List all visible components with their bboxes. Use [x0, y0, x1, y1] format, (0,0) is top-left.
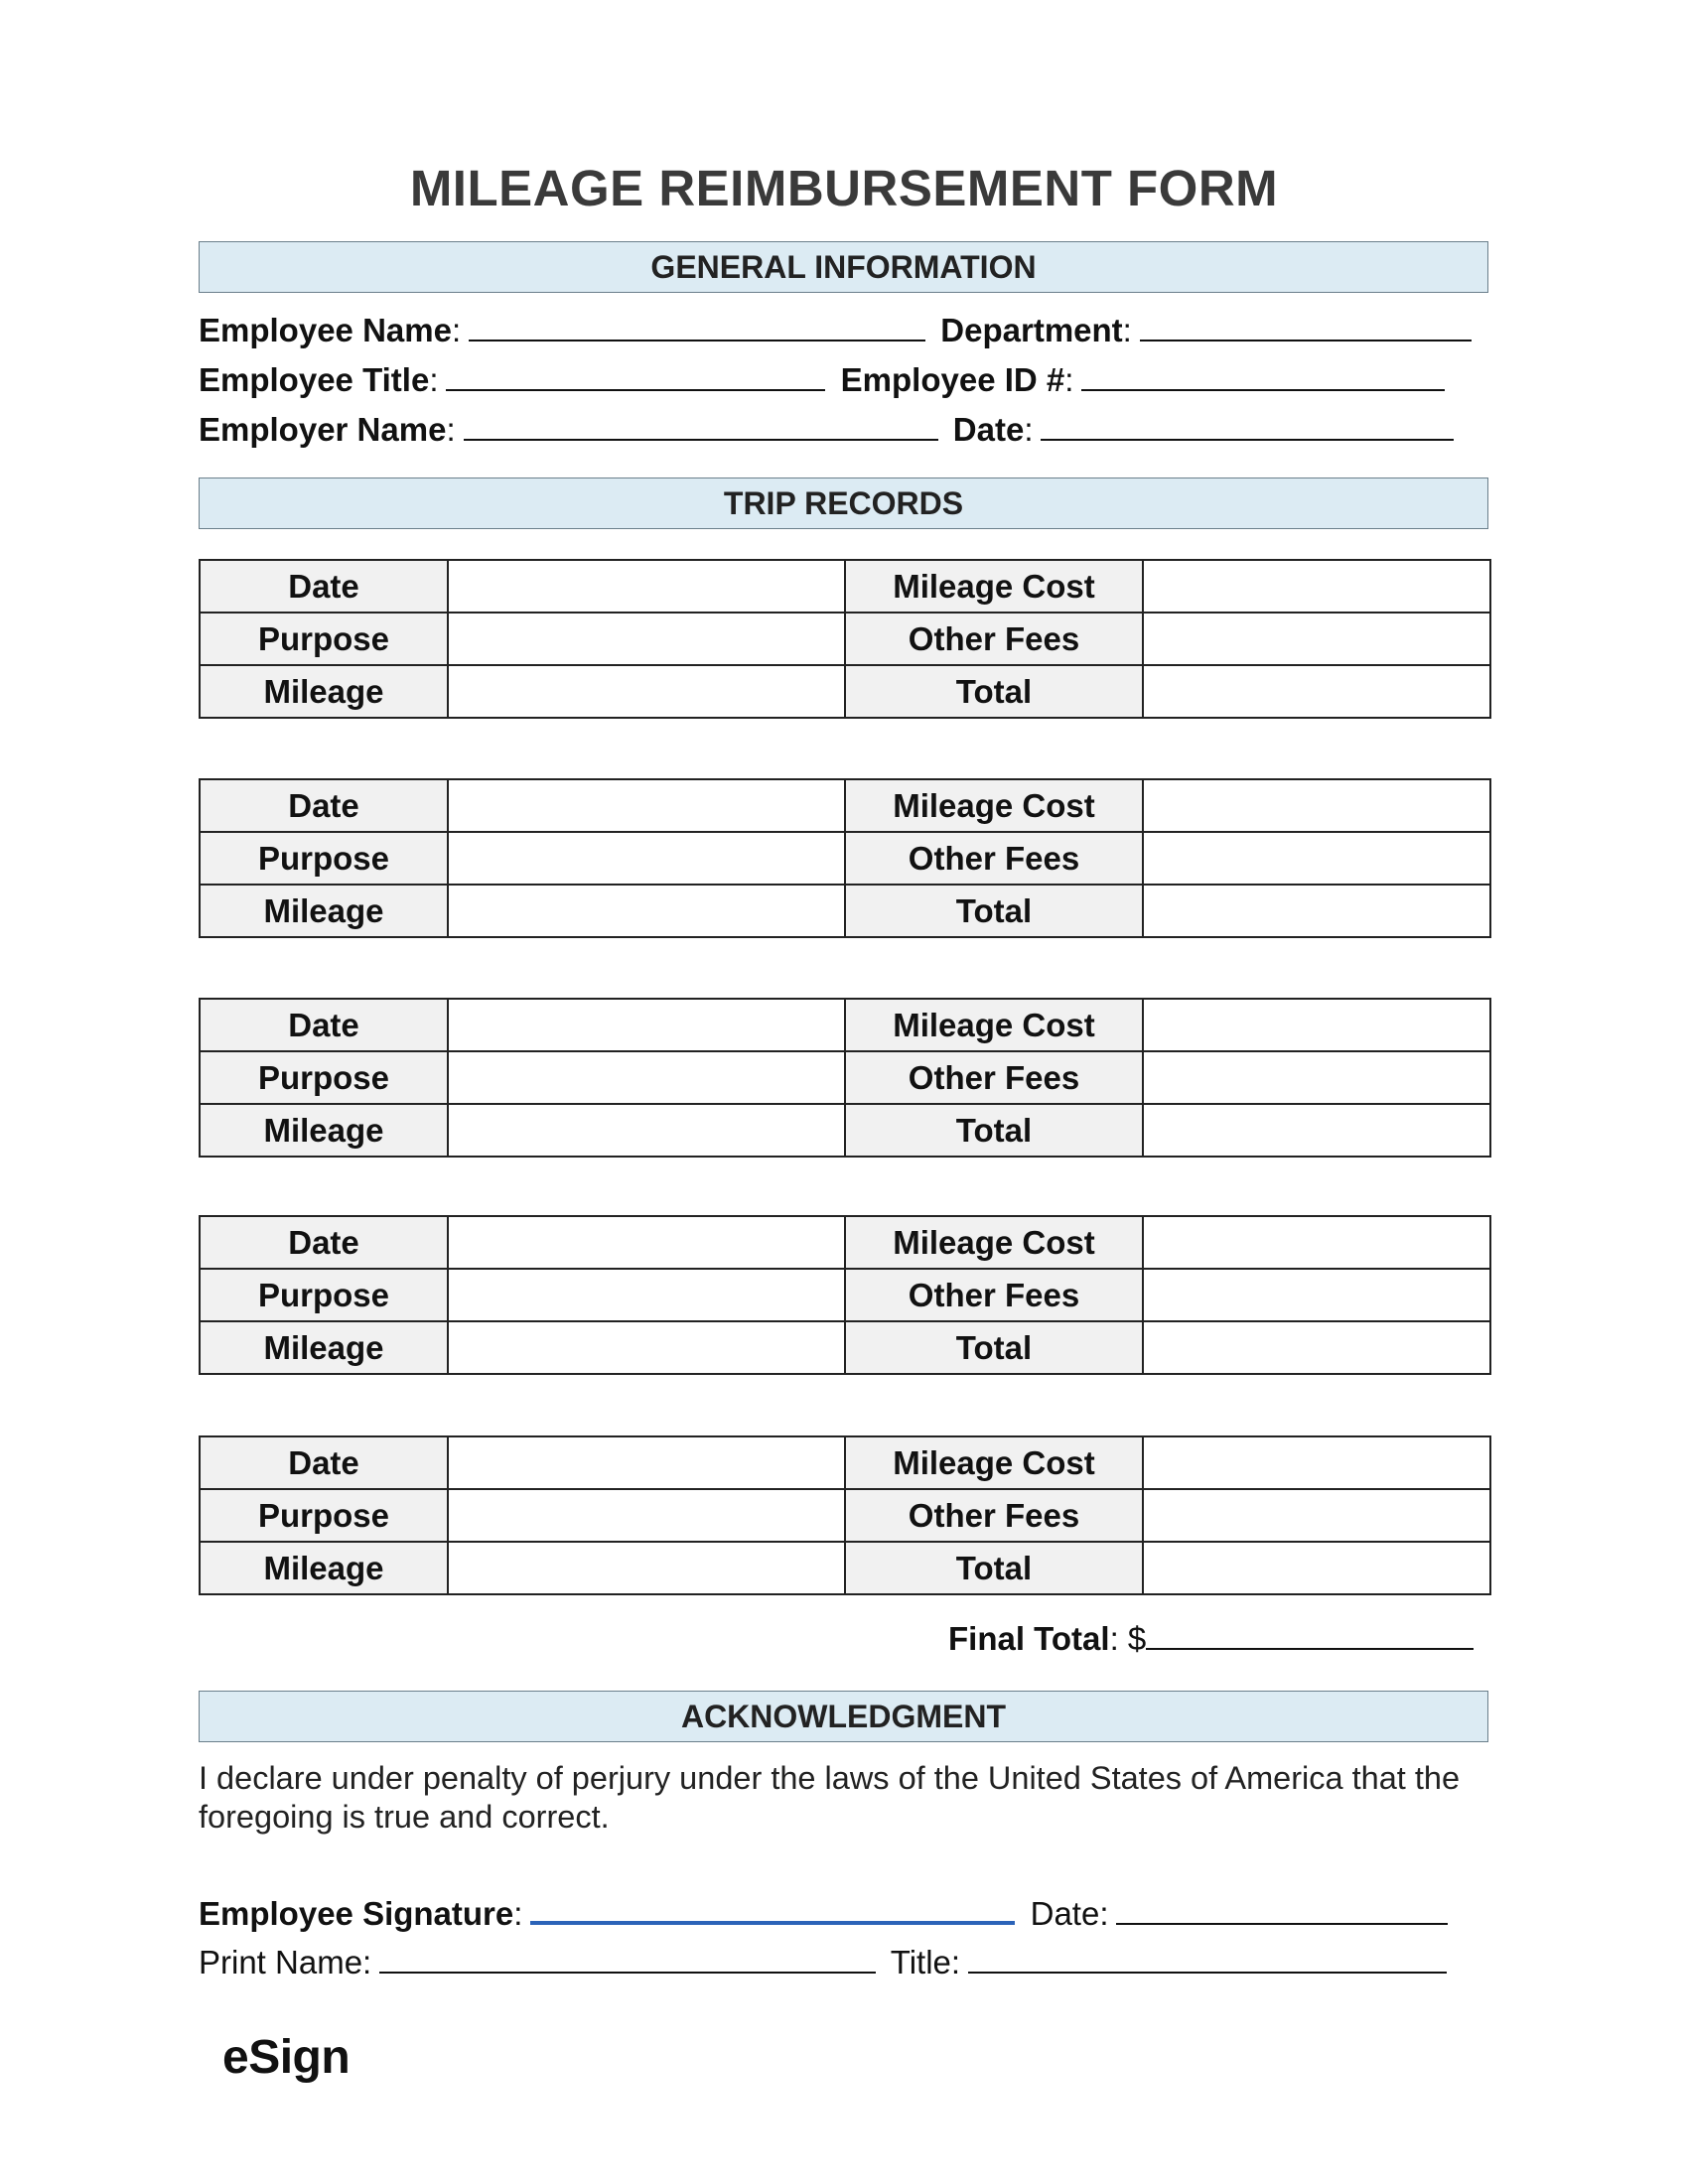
trip-row — [200, 665, 1490, 718]
trip-right-value-cell[interactable] — [1143, 1269, 1490, 1321]
trip-right-label: Mileage Cost — [845, 1216, 1143, 1269]
trip-left-label: Date — [200, 999, 448, 1051]
trip-left-value-cell[interactable] — [448, 999, 845, 1051]
general-row-3 — [199, 409, 1460, 449]
form-title: MILEAGE REIMBURSEMENT FORM — [409, 160, 1279, 216]
trip-left-value-cell[interactable] — [448, 1216, 845, 1269]
trip-right-label: Total — [845, 885, 1143, 937]
trip-left-value-cell[interactable] — [448, 1321, 845, 1374]
acknowledgment-text: I declare under penalty of perjury under the laws of the United States of America that the foregoing is true and correct. — [199, 1760, 1461, 1835]
trip-left-value-cell[interactable] — [448, 1104, 845, 1157]
trip-left-label: Mileage — [200, 1542, 448, 1594]
employee-id-label: Employee ID # — [840, 361, 1065, 398]
colon: : — [513, 1895, 523, 1932]
trip-right-label: Other Fees — [845, 1051, 1143, 1104]
trip-right-label: Mileage Cost — [845, 999, 1143, 1051]
employee-name-field[interactable] — [469, 310, 925, 341]
trip-left-value-cell[interactable] — [448, 1269, 845, 1321]
trip-row — [200, 779, 1490, 832]
trip-left-label: Mileage — [200, 885, 448, 937]
trip-row — [200, 1542, 1490, 1594]
trip-row — [200, 1216, 1490, 1269]
final-total-label: Final Total — [948, 1620, 1110, 1657]
trip-left-label: Date — [200, 1436, 448, 1489]
trip-right-value-cell[interactable] — [1143, 1051, 1490, 1104]
trip-row — [200, 832, 1490, 885]
employer-name-field[interactable] — [464, 409, 938, 441]
colon: : — [429, 361, 439, 398]
trip-record-table — [199, 778, 1491, 938]
employee-signature-label: Employee Signature — [199, 1895, 514, 1932]
trip-row — [200, 1436, 1490, 1489]
trip-right-label: Mileage Cost — [845, 779, 1143, 832]
trip-left-value-cell[interactable] — [448, 832, 845, 885]
trip-records-header: TRIP RECORDS — [199, 478, 1488, 529]
employer-name-label: Employer Name — [199, 411, 447, 448]
colon: : — [1064, 361, 1074, 398]
trip-right-label: Total — [845, 1104, 1143, 1157]
trip-left-value-cell[interactable] — [448, 560, 845, 613]
trip-left-label: Date — [200, 779, 448, 832]
trip-left-label: Mileage — [200, 1321, 448, 1374]
final-total-suffix: : $ — [1109, 1620, 1147, 1657]
trip-right-value-cell[interactable] — [1143, 560, 1490, 613]
trip-row — [200, 1489, 1490, 1542]
trip-row — [200, 1269, 1490, 1321]
department-field[interactable] — [1140, 310, 1472, 341]
signature-row — [199, 1891, 1454, 1933]
trip-right-value-cell[interactable] — [1143, 1489, 1490, 1542]
trip-right-label: Other Fees — [845, 1269, 1143, 1321]
trip-record-table — [199, 1215, 1491, 1375]
print-name-field[interactable] — [379, 1942, 876, 1974]
general-row-1 — [199, 310, 1477, 349]
general-row-2 — [199, 359, 1451, 399]
trip-right-label: Other Fees — [845, 613, 1143, 665]
trip-right-value-cell[interactable] — [1143, 1542, 1490, 1594]
trip-left-label: Purpose — [200, 1489, 448, 1542]
trip-row — [200, 1321, 1490, 1374]
print-name-row — [199, 1942, 1453, 1981]
colon: : — [446, 411, 456, 448]
trip-right-label: Total — [845, 1321, 1143, 1374]
colon: : — [1024, 411, 1034, 448]
final-total-field[interactable] — [1146, 1618, 1474, 1650]
trip-left-value-cell[interactable] — [448, 1051, 845, 1104]
trip-right-value-cell[interactable] — [1143, 1436, 1490, 1489]
trip-right-value-cell[interactable] — [1143, 885, 1490, 937]
signature-date-label: Date: — [1030, 1895, 1109, 1932]
colon: : — [1122, 312, 1132, 348]
trip-record-table — [199, 998, 1491, 1158]
print-name-label: Print Name: — [199, 1944, 372, 1980]
date-label: Date — [952, 411, 1025, 448]
trip-record-table — [199, 559, 1491, 719]
trip-row — [200, 560, 1490, 613]
trip-left-value-cell[interactable] — [448, 1436, 845, 1489]
trip-row — [200, 613, 1490, 665]
trip-right-label: Total — [845, 665, 1143, 718]
trip-right-value-cell[interactable] — [1143, 1104, 1490, 1157]
trip-right-value-cell[interactable] — [1143, 832, 1490, 885]
trip-left-label: Purpose — [200, 1051, 448, 1104]
trip-left-label: Mileage — [200, 665, 448, 718]
trip-left-value-cell[interactable] — [448, 885, 845, 937]
trip-row — [200, 885, 1490, 937]
trip-row — [200, 1051, 1490, 1104]
date-field[interactable] — [1041, 409, 1454, 441]
employee-title-field[interactable] — [446, 359, 825, 391]
trip-right-label: Other Fees — [845, 832, 1143, 885]
title-field[interactable] — [968, 1942, 1447, 1974]
trip-right-value-cell[interactable] — [1143, 779, 1490, 832]
trip-left-label: Mileage — [200, 1104, 448, 1157]
general-information-header: GENERAL INFORMATION — [199, 241, 1488, 293]
trip-record-table — [199, 1435, 1491, 1595]
employee-title-label: Employee Title — [199, 361, 430, 398]
trip-left-label: Purpose — [200, 613, 448, 665]
trip-right-value-cell[interactable] — [1143, 665, 1490, 718]
trip-left-label: Date — [200, 1216, 448, 1269]
esign-logo: eSign — [222, 2031, 351, 2084]
final-total-row — [948, 1618, 1479, 1658]
trip-right-value-cell[interactable] — [1143, 613, 1490, 665]
employee-id-field[interactable] — [1081, 359, 1445, 391]
trip-left-value-cell[interactable] — [448, 665, 845, 718]
trip-row — [200, 1104, 1490, 1157]
signature-date-field[interactable] — [1116, 1893, 1448, 1925]
department-label: Department — [940, 312, 1123, 348]
trip-right-label: Mileage Cost — [845, 560, 1143, 613]
trip-left-value-cell[interactable] — [448, 1542, 845, 1594]
acknowledgment-header: ACKNOWLEDGMENT — [199, 1691, 1488, 1742]
colon: : — [451, 312, 462, 348]
trip-right-value-cell[interactable] — [1143, 1216, 1490, 1269]
title-label: Title: — [890, 1944, 961, 1980]
trip-left-label: Purpose — [200, 832, 448, 885]
trip-row — [200, 999, 1490, 1051]
trip-left-label: Purpose — [200, 1269, 448, 1321]
trip-right-value-cell[interactable] — [1143, 1321, 1490, 1374]
trip-right-value-cell[interactable] — [1143, 999, 1490, 1051]
trip-left-value-cell[interactable] — [448, 1489, 845, 1542]
employee-name-label: Employee Name — [199, 312, 452, 348]
trip-left-value-cell[interactable] — [448, 779, 845, 832]
trip-right-label: Other Fees — [845, 1489, 1143, 1542]
employee-signature-field[interactable] — [530, 1891, 1015, 1925]
trip-left-label: Date — [200, 560, 448, 613]
trip-right-label: Mileage Cost — [845, 1436, 1143, 1489]
trip-right-label: Total — [845, 1542, 1143, 1594]
trip-left-value-cell[interactable] — [448, 613, 845, 665]
